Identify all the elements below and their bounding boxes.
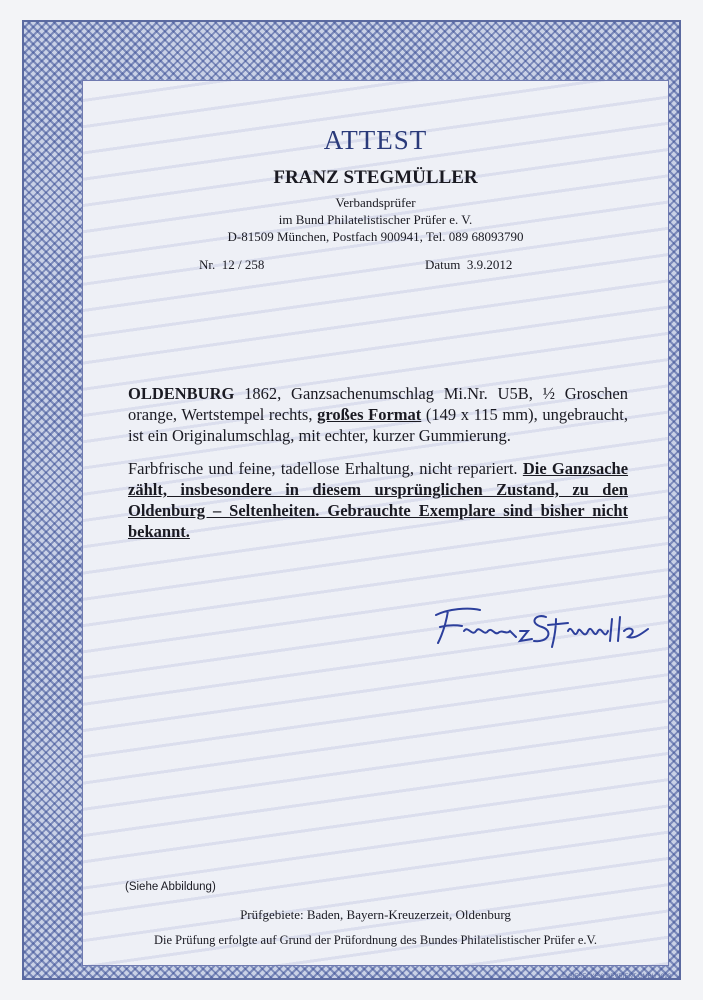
country-name: OLDENBURG	[128, 384, 235, 403]
rarity-statement: Die Ganzsache zählt, insbesondere in diesem ursprünglichen Zustand, zu den Oldenburg – Seltenheiten. Gebrauchte Exemplare sind bisher nicht bekannt.	[128, 459, 629, 541]
certificate-body	[128, 383, 628, 554]
description-paragraph	[128, 383, 628, 446]
printer-imprint: © GIESECKE & DEVRIENT GMBH 1993	[562, 974, 672, 980]
condition-paragraph	[128, 458, 628, 542]
handwritten-signature	[428, 601, 658, 651]
format-highlight: großes Format	[317, 405, 422, 424]
certificate-frame	[22, 20, 681, 980]
examination-areas: Prüfgebiete: Baden, Bayern-Kreuzerzeit, Oldenburg	[240, 907, 511, 922]
examiner-name: FRANZ STEGMÜLLER	[273, 167, 478, 188]
certificate-title: ATTEST	[323, 125, 428, 155]
see-illustration-note: (Siehe Abbildung)	[125, 881, 216, 893]
datum-value: 3.9.2012	[466, 257, 513, 272]
certificate-panel	[82, 80, 669, 966]
nr-value: 12 / 258	[221, 257, 265, 272]
datum-label: Datum	[425, 257, 461, 272]
nr-label: Nr.	[199, 257, 216, 272]
description-text-1: 1862, Ganzsachenumschlag Mi.Nr. U5B, ½ Groschen orange, Wertstempel rechts,	[128, 384, 628, 424]
certificate-number	[199, 257, 264, 273]
examiner-role: Verbandsprüfer	[335, 195, 416, 210]
examiner-address: D-81509 München, Postfach 900941, Tel. 089 68093790	[227, 229, 524, 244]
certificate-date	[425, 257, 512, 273]
description-text-2: (149 x 115 mm), ungebraucht, ist ein Originalumschlag, mit echter, kurzer Gummierung.	[128, 405, 628, 445]
condition-text: Farbfrische und feine, tadellose Erhaltung, nicht repariert.	[128, 459, 518, 478]
examiner-association: im Bund Philatelistischer Prüfer e. V.	[278, 212, 473, 227]
examination-regulation: Die Prüfung erfolgte auf Grund der Prüfordnung des Bundes Philatelistischer Prüfer e.V.	[153, 933, 598, 947]
